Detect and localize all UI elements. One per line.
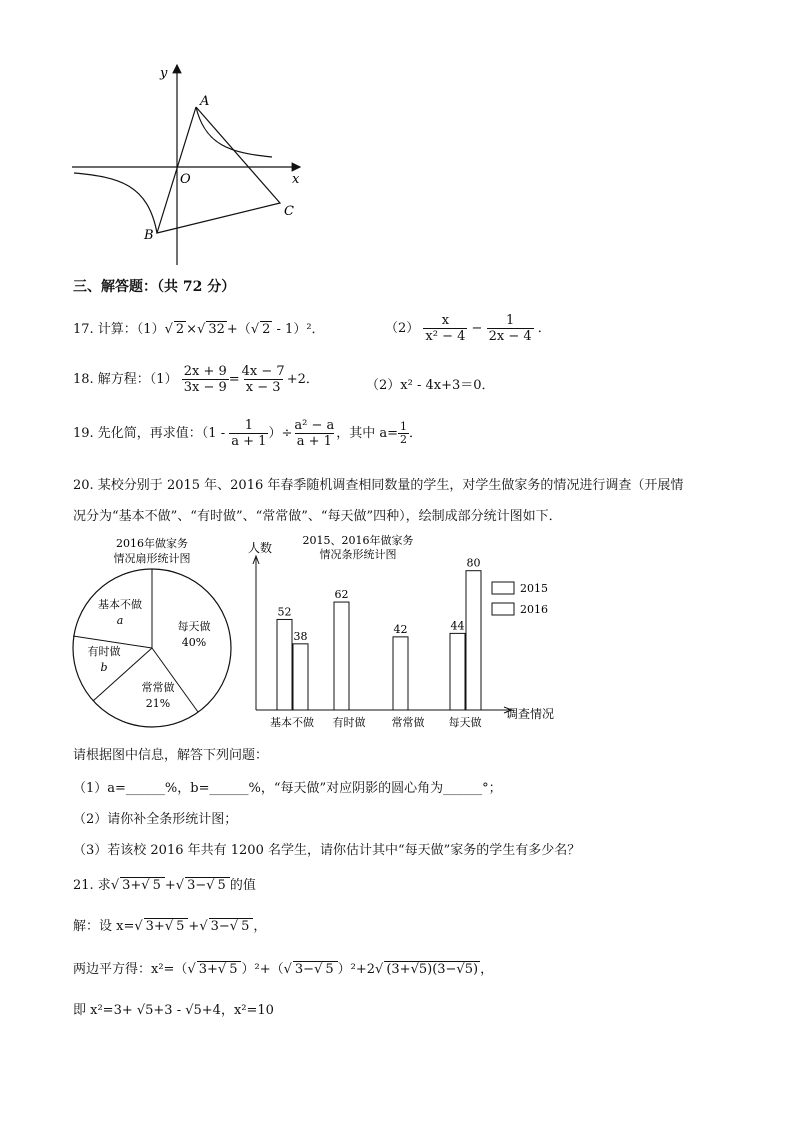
q19-a-num: 1 <box>400 420 407 433</box>
q21-sq-radical-2 <box>293 961 338 977</box>
q21-sol-a2: 3− <box>210 919 230 934</box>
q21-sq-mid1: ）²+（ <box>241 962 284 977</box>
q21-sol-a2r: 5 <box>241 919 250 934</box>
sqrt-icon <box>111 878 119 893</box>
y-label: y <box>160 66 168 81</box>
q21-end: 的值 <box>229 878 256 893</box>
q19-label: 19. 先化简，再求值：（1 - <box>73 426 226 441</box>
bar-value-label: 62 <box>334 588 349 602</box>
q21-sol-radical-1 <box>144 918 189 934</box>
sqrt-icon <box>230 919 238 934</box>
q17-radicand-2: 32 <box>208 322 225 337</box>
sqrt-icon <box>206 878 214 893</box>
q18-f1-num: 2x + 9 <box>183 364 227 379</box>
q17-radicand-1: 2 <box>175 322 185 337</box>
q21-sq-a1r: 5 <box>229 962 238 977</box>
bar-chart-title-1: 2015、2016年做家务 <box>302 534 414 547</box>
category-label: 常常做 <box>391 716 425 729</box>
pie-value-youshi: b <box>100 661 108 674</box>
q19-a-den: 2 <box>400 433 407 446</box>
question-21 <box>73 874 256 893</box>
q21-square <box>73 958 493 977</box>
origin-label: O <box>180 172 191 187</box>
section-title: 三、解答题：（共 72 分） <box>73 279 236 295</box>
q18-fraction-2 <box>240 364 287 395</box>
q20-prompt: 请根据图中信息，解答下列问题： <box>73 748 269 763</box>
q21-sol-label: 解：设 x= <box>73 919 135 934</box>
q21-solution <box>73 915 266 934</box>
q20-sub-1: （1）a=______%，b=______%，“每天做”对应阴影的圆心角为______°； <box>73 781 502 796</box>
pie-title-1: 2016年做家务 <box>116 537 188 550</box>
point-b-label: B <box>144 228 154 243</box>
q17-fraction-1 <box>423 313 467 344</box>
q21-sol-end: ， <box>253 919 267 934</box>
q18-f2-num: 4x − 7 <box>241 364 285 379</box>
hyperbola-branch-1 <box>196 107 272 157</box>
question-18 <box>73 364 319 395</box>
q17-f2-den: 2x − 4 <box>488 329 532 344</box>
q21-label: 21. 求 <box>73 878 111 893</box>
point-c-label: C <box>284 204 294 219</box>
sqrt-icon <box>197 322 205 337</box>
sqrt-icon <box>218 962 226 977</box>
question-17-part2 <box>385 313 551 344</box>
q21-plus: + <box>164 878 176 893</box>
q17-part2-label: （2） <box>385 321 420 336</box>
q21-radical-2 <box>185 877 230 893</box>
bar-chart-title-2: 情况条形统计图 <box>319 548 397 561</box>
sqrt-icon <box>187 962 195 977</box>
pie-label-youshi: 有时做 <box>87 645 121 658</box>
point-a-label: A <box>200 94 210 109</box>
q19-f1-num: 1 <box>244 418 253 433</box>
x-axis-label: 调查情况 <box>506 707 555 721</box>
q17-label: 17. 计算：（1） <box>73 322 165 337</box>
q19-f1-den: a + 1 <box>231 434 267 449</box>
q21-sq-label: 两边平方得：x²=（ <box>73 962 188 977</box>
sqrt-icon <box>141 878 149 893</box>
q21-sq-end: ， <box>480 962 494 977</box>
q21-a1: 3+ <box>122 878 142 893</box>
q17-tail: - 1）²． <box>272 322 325 337</box>
y-axis-label: 人数 <box>248 541 273 555</box>
q17-fraction-2 <box>487 313 534 344</box>
sqrt-icon <box>199 919 207 934</box>
q20-line-1: 20. 某校分别于 2015 年、2016 年春季随机调查相同数量的学生，对学生做家务的情况进行调查（开展情 <box>73 478 684 493</box>
bar-2016-3 <box>466 571 481 710</box>
q21-sq-a1: 3+ <box>198 962 218 977</box>
sqrt-icon <box>314 962 322 977</box>
q21-sol-radical-2 <box>209 918 254 934</box>
q18-tail: +2． <box>286 372 319 387</box>
bar-value-label: 44 <box>450 619 465 633</box>
sqrt-icon <box>375 962 383 977</box>
sqrt-icon <box>251 322 259 337</box>
q19-div: ）÷ <box>268 426 293 441</box>
sqrt-icon <box>134 919 142 934</box>
q19-end: ． <box>409 426 423 441</box>
q21-sq-inner: (3+√5)(3−√5) <box>386 962 479 977</box>
pie-value-jiben: a <box>116 614 124 627</box>
pie-chart <box>62 533 242 733</box>
pie-label-meitian: 每天做 <box>177 620 211 633</box>
q21-a2: 3− <box>187 878 207 893</box>
pie-value-changchang: 21% <box>145 697 171 710</box>
q19-f2-num: a² − a <box>294 418 335 433</box>
q21-sq-mid2: ）²+2 <box>337 962 376 977</box>
bar-value-label: 42 <box>393 622 408 636</box>
q21-sq-radical-1 <box>197 961 242 977</box>
sqrt-icon <box>165 919 173 934</box>
q17-f1-num: x <box>441 313 450 328</box>
q21-sol-plus: + <box>188 919 200 934</box>
q17-minus: − <box>471 321 483 336</box>
hyperbola-branch-2 <box>74 173 157 233</box>
pie-value-meitian: 40% <box>181 636 207 649</box>
bar-2015-0 <box>277 619 292 710</box>
q21-a1r: 5 <box>152 878 161 893</box>
q21-sq-a2: 3− <box>294 962 315 977</box>
q19-fraction-1 <box>229 418 268 449</box>
q21-final: 即 x²=3+ √5+3 - √5+4，x²=10 <box>73 1003 274 1018</box>
q18-eq: = <box>228 372 240 387</box>
pie-label-jiben: 基本不做 <box>98 598 142 611</box>
sqrt-icon <box>165 322 173 337</box>
category-label: 每天做 <box>448 716 482 729</box>
q17-f2-num: 1 <box>505 313 515 328</box>
pie-title-2: 情况扇形统计图 <box>113 552 191 565</box>
sqrt-icon <box>176 878 184 893</box>
category-label: 基本不做 <box>270 716 314 729</box>
q19-fraction-2 <box>292 418 336 449</box>
question-19 <box>73 418 422 449</box>
legend-swatch-2016 <box>492 603 514 615</box>
triangle-abc <box>157 107 280 233</box>
q19-a-value <box>398 421 409 446</box>
q18-f1-den: 3x − 9 <box>183 380 227 395</box>
q17-radicand-3: 2 <box>262 322 271 337</box>
legend-label: 2015 <box>520 582 548 595</box>
question-18-part2: （2）x² - 4x+3＝0． <box>366 378 495 393</box>
bar-value-label: 80 <box>466 556 481 570</box>
legend-label: 2016 <box>520 603 548 616</box>
q17-times: × <box>186 322 198 337</box>
q20-sub-2: （2）请你补全条形统计图； <box>73 812 238 827</box>
q19-f2-den: a + 1 <box>296 434 332 449</box>
x-label: x <box>292 172 300 187</box>
bar-2015-3 <box>450 633 465 710</box>
coordinate-graph <box>60 55 320 275</box>
q21-a2r: 5 <box>217 878 226 893</box>
bar-value-label: 52 <box>277 605 292 619</box>
q17-f1-den: x² − 4 <box>425 329 466 344</box>
pie-label-changchang: 常常做 <box>141 681 175 694</box>
q18-f2-den: x − 3 <box>245 380 281 395</box>
q21-sq-a2r: 5 <box>325 962 334 977</box>
q18-label: 18. 解方程：（1） <box>73 372 178 387</box>
category-label: 有时做 <box>332 716 366 729</box>
q18-fraction-1 <box>182 364 229 395</box>
bar-2015-2 <box>393 637 408 710</box>
bar-chart <box>240 530 570 740</box>
question-17 <box>73 318 325 337</box>
q19-where: ，其中 a= <box>336 426 398 441</box>
legend-swatch-2015 <box>492 582 514 594</box>
q20-sub-3: （3）若该校 2016 年共有 1200 名学生，请你估计其中“每天做”家务的学生有多少名？ <box>73 843 581 858</box>
q21-sol-a1r: 5 <box>176 919 185 934</box>
q17-plus: +（ <box>226 322 251 337</box>
q21-sol-a1: 3+ <box>145 919 165 934</box>
q21-radical-1 <box>120 877 165 893</box>
bar-value-label: 38 <box>293 629 308 643</box>
bar-2016-0 <box>293 644 308 710</box>
q20-line-2: 况分为“基本不做”、“有时做”、“常常做”、“每天做”四种），绘制成部分统计图如下． <box>73 509 562 524</box>
q17-end: ． <box>537 321 551 336</box>
sqrt-icon <box>284 962 292 977</box>
bar-2015-1 <box>334 602 349 710</box>
